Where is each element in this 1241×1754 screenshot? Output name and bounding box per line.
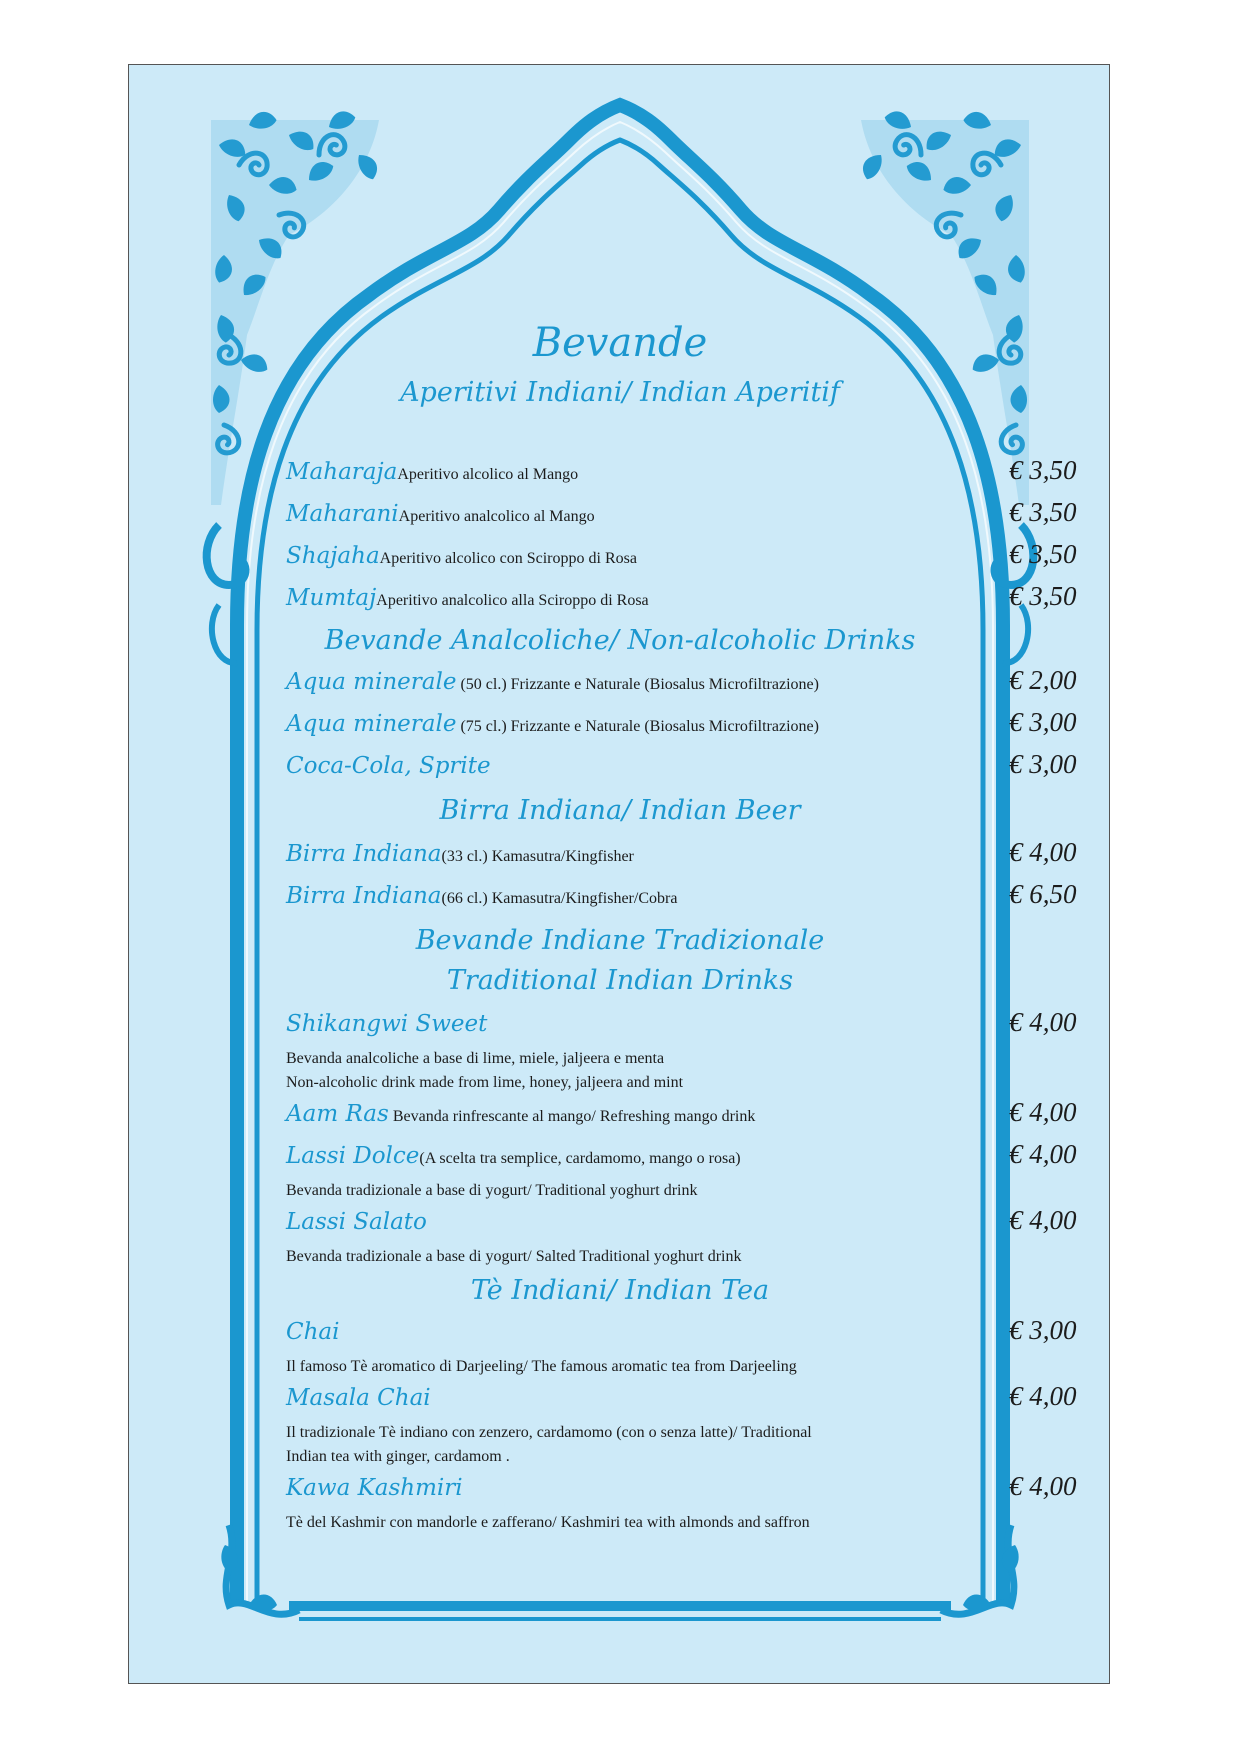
item-name: Coca-Cola, Sprite xyxy=(286,753,491,779)
menu-item xyxy=(286,879,1086,909)
item-price: € 4,00 xyxy=(1009,1097,1077,1127)
item-name: Kawa Kashmiri xyxy=(286,1475,463,1501)
menu-item xyxy=(286,1471,1086,1501)
item-description-line: Indian tea with ginger, cardamom . xyxy=(286,1448,510,1465)
item-description-line: Bevanda tradizionale a base di yogurt/ Traditional yoghurt drink xyxy=(286,1182,698,1199)
item-description-line: Il tradizionale Tè indiano con zenzero, cardamomo (con o senza latte)/ Traditional xyxy=(286,1424,812,1441)
menu-item xyxy=(286,1007,1086,1037)
menu-card xyxy=(128,64,1110,1684)
item-price: € 4,00 xyxy=(1009,1471,1077,1501)
menu-item xyxy=(286,665,1086,695)
item-desc: (75 cl.) Frizzante e Naturale (Biosalus Microfiltrazione) xyxy=(460,718,819,735)
item-price: € 3,00 xyxy=(1009,749,1077,779)
item-price: € 3,00 xyxy=(1009,1315,1077,1345)
section-heading-non-alcoholic: Bevande Analcoliche/ Non-alcoholic Drinks xyxy=(324,625,916,656)
item-name: Aqua minerale xyxy=(286,711,457,737)
menu-item xyxy=(286,1381,1086,1411)
item-price: € 3,50 xyxy=(1009,539,1077,569)
item-desc: Aperitivo analcolico alla Sciroppo di Rosa xyxy=(376,592,649,609)
item-name: Aam Ras xyxy=(286,1101,389,1127)
item-name: Birra Indiana xyxy=(286,841,442,867)
menu-item xyxy=(286,1097,1086,1127)
item-price: € 6,50 xyxy=(1009,879,1077,909)
item-description-line: Bevanda tradizionale a base di yogurt/ Salted Traditional yoghurt drink xyxy=(286,1248,742,1265)
item-name: Birra Indiana xyxy=(286,883,442,909)
base-bar-thin xyxy=(299,1617,941,1621)
item-description-line: Tè del Kashmir con mandorle e zafferano/ Kashmiri tea with almonds and saffron xyxy=(286,1514,810,1531)
item-name: Maharaja xyxy=(286,459,398,485)
item-description-line: Non-alcoholic drink made from lime, honey, jaljeera and mint xyxy=(286,1074,684,1091)
item-desc: Aperitivo alcolico al Mango xyxy=(397,466,579,483)
section-heading-beer: Birra Indiana/ Indian Beer xyxy=(439,795,801,826)
menu-item xyxy=(286,837,1086,867)
item-price: € 3,50 xyxy=(1009,497,1077,527)
item-price: € 2,00 xyxy=(1009,665,1077,695)
item-name: Shikangwi Sweet xyxy=(286,1011,488,1037)
base-bar xyxy=(289,1601,951,1611)
item-price: € 3,00 xyxy=(1009,707,1077,737)
item-desc: Bevanda rinfrescante al mango/ Refreshing mango drink xyxy=(392,1108,756,1125)
menu-item xyxy=(286,707,1086,737)
item-price: € 3,50 xyxy=(1009,581,1077,611)
menu-item xyxy=(286,1315,1086,1345)
item-price: € 4,00 xyxy=(1009,837,1077,867)
item-desc: Aperitivo analcolico al Mango xyxy=(398,508,595,525)
item-price: € 4,00 xyxy=(1009,1381,1077,1411)
item-desc: (33 cl.) Kamasutra/Kingfisher xyxy=(441,848,634,865)
item-name: Chai xyxy=(286,1319,340,1345)
section-heading-traditional: Bevande Indiane Tradizionale xyxy=(415,925,825,956)
item-name: Shajaha xyxy=(286,543,380,569)
item-description-line: Bevanda analcoliche a base di lime, miele, jaljeera e menta xyxy=(286,1050,665,1067)
item-name: Lassi Dolce xyxy=(286,1143,420,1169)
menu-item xyxy=(286,539,1086,569)
menu-item xyxy=(286,497,1086,527)
item-name: Maharani xyxy=(286,501,399,527)
item-name: Lassi Salato xyxy=(286,1209,427,1235)
item-desc: Aperitivo alcolico con Sciroppo di Rosa xyxy=(379,550,637,567)
item-price: € 4,00 xyxy=(1009,1205,1077,1235)
menu-title: Bevande xyxy=(532,320,708,366)
section-heading-traditional-en: Traditional Indian Drinks xyxy=(446,965,794,996)
section-heading-aperitif: Aperitivi Indiani/ Indian Aperitif xyxy=(400,377,840,408)
item-price: € 4,00 xyxy=(1009,1139,1077,1169)
item-desc: (A scelta tra semplice, cardamomo, mango o rosa) xyxy=(419,1150,741,1167)
item-desc: (50 cl.) Frizzante e Naturale (Biosalus Microfiltrazione) xyxy=(460,676,819,693)
menu-item xyxy=(286,455,1086,485)
item-name: Aqua minerale xyxy=(286,669,457,695)
menu-item xyxy=(286,1139,1086,1169)
item-price: € 4,00 xyxy=(1009,1007,1077,1037)
section-heading-tea: Tè Indiani/ Indian Tea xyxy=(470,1275,770,1306)
menu-item xyxy=(286,1205,1086,1235)
menu-item xyxy=(286,581,1086,611)
item-name: Mumtaj xyxy=(286,585,377,611)
item-description-line: Il famoso Tè aromatico di Darjeeling/ The famous aromatic tea from Darjeeling xyxy=(286,1358,797,1375)
item-price: € 3,50 xyxy=(1009,455,1077,485)
item-desc: (66 cl.) Kamasutra/Kingfisher/Cobra xyxy=(441,890,678,907)
item-name: Masala Chai xyxy=(286,1385,431,1411)
menu-item xyxy=(286,749,1086,779)
